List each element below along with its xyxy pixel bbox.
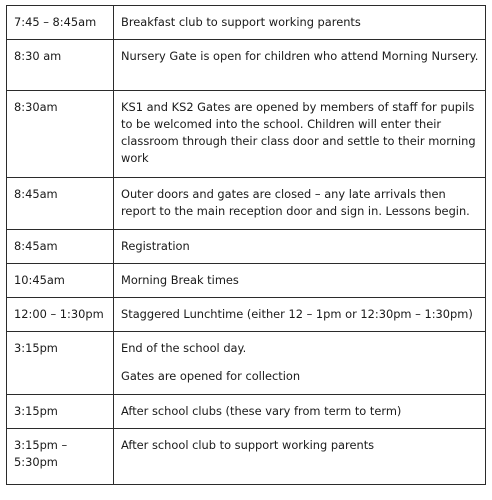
time-cell: 7:45 – 8:45am: [7, 6, 114, 40]
description-cell: [114, 91, 486, 178]
description-cell: [114, 230, 486, 264]
description-text: Breakfast club to support working parents: [121, 15, 361, 29]
description-cell: [114, 178, 486, 230]
description-text: Morning Break times: [121, 273, 239, 287]
time-cell: 3:15pm: [7, 395, 114, 429]
time-cell: 10:45am: [7, 264, 114, 298]
description-text: Outer doors and gates are closed – any late arrivals then report to the main reception door and sign in. Lessons begin.: [121, 187, 470, 218]
description-text: After school club to support working parents: [121, 438, 375, 452]
description-text: Gates are opened for collection: [121, 369, 301, 383]
table-row: [7, 91, 486, 178]
description-cell: [114, 395, 486, 429]
time-cell: 8:45am: [7, 230, 114, 264]
time-cell: 12:00 – 1:30pm: [7, 298, 114, 332]
description-cell: [114, 332, 486, 395]
description-text: Registration: [121, 239, 190, 253]
table-row: [7, 40, 486, 91]
description-text: Nursery Gate is open for children who attend Morning Nursery.: [121, 49, 479, 63]
school-day-timetable: [6, 5, 486, 485]
time-cell: 8:30am: [7, 91, 114, 178]
description-text: Staggered Lunchtime (either 12 – 1pm or 12:30pm – 1:30pm): [121, 307, 473, 321]
table-row: [7, 6, 486, 40]
table-row: [7, 230, 486, 264]
description-text: KS1 and KS2 Gates are opened by members of staff for pupils to be welcomed into the school. Children will enter their classroom through their class door and settle to their morning work: [121, 100, 476, 165]
description-cell: [114, 6, 486, 40]
description-cell: [114, 264, 486, 298]
description-cell: [114, 40, 486, 91]
time-cell: 8:30 am: [7, 40, 114, 91]
time-cell: 3:15pm – 5:30pm: [7, 429, 114, 485]
description-cell: [114, 298, 486, 332]
description-text: After school clubs (these vary from term to term): [121, 404, 402, 418]
table-row: [7, 298, 486, 332]
time-cell: 8:45am: [7, 178, 114, 230]
description-text: End of the school day.: [121, 341, 247, 355]
table-row: [7, 264, 486, 298]
table-row: [7, 395, 486, 429]
table-row: [7, 178, 486, 230]
table-row: [7, 429, 486, 485]
description-cell: [114, 429, 486, 485]
table-row: [7, 332, 486, 395]
time-cell: 3:15pm: [7, 332, 114, 395]
